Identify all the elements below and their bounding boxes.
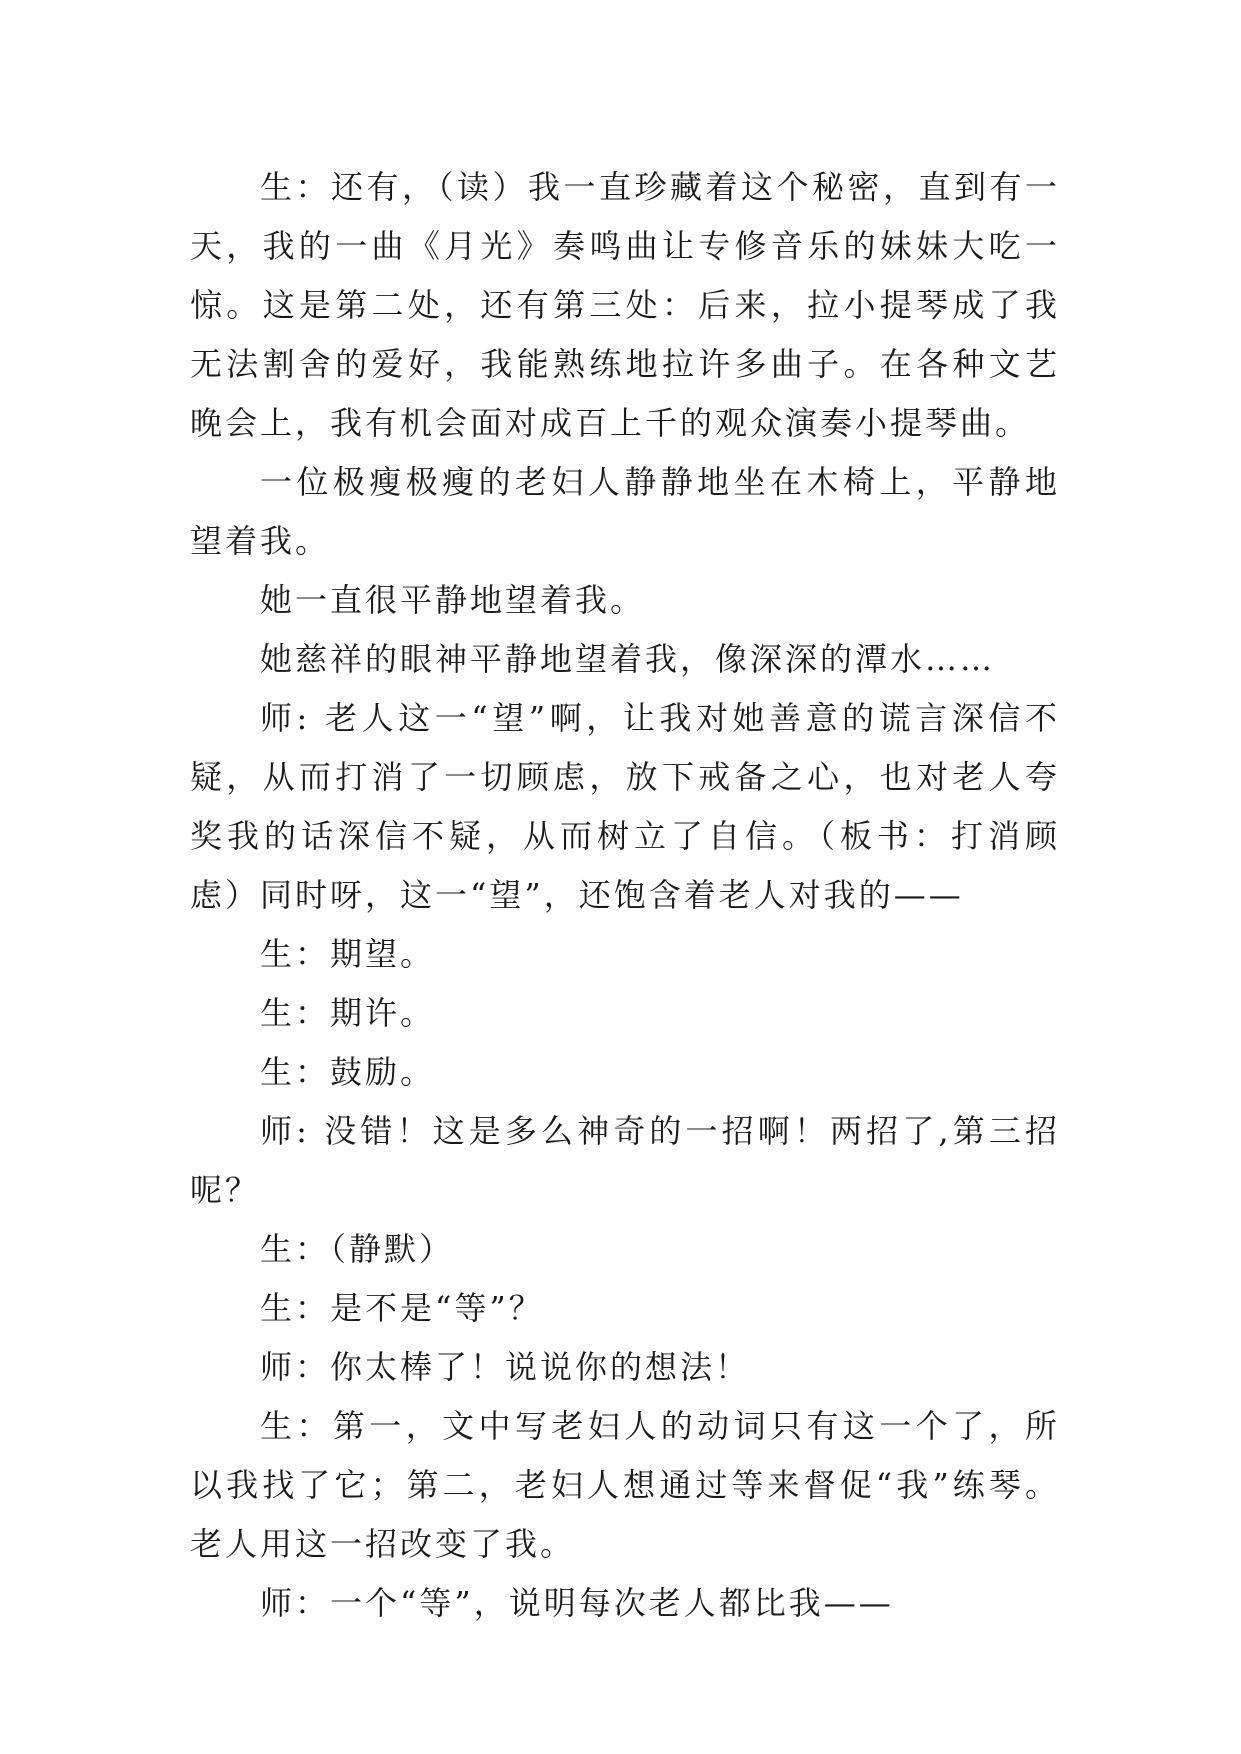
paragraph-student-reasoning: 生：第一，文中写老妇人的动词只有这一个了，所以我找了它；第二，老妇人想通过等来督促“我”练琴。老人用这一招改变了我。 (190, 1407, 1060, 1563)
paragraph-old-woman-sitting: 一位极瘦极瘦的老妇人静静地坐在木椅上，平静地望着我。 (190, 463, 1060, 560)
paragraph-teacher-third-move: 师: 没错！这是多么神奇的一招啊！两招了,第三招呢？ (190, 1112, 1060, 1209)
paragraph-student-guess-wait: 生：是不是“等”？ (260, 1289, 544, 1327)
paragraph-calm-gaze: 她一直很平静地望着我。 (260, 581, 646, 619)
paragraph-student-answer-hope: 生：期许。 (260, 994, 436, 1032)
document-body (190, 158, 1060, 1633)
paragraph-student-answer-expectation: 生：期望。 (260, 935, 436, 973)
paragraph-teacher-praise: 师：你太棒了！说说你的想法！ (260, 1348, 751, 1386)
paragraph-teacher-gaze-explanation: 师: 老人这一“望”啊，让我对她善意的谎言深信不疑，从而打消了一切顾虑，放下戒备之心，也对老人夸奖我的话深信不疑，从而树立了自信。（板书：打消顾虑）同时呀，这一“望”，还饱含着老人对我的—— (190, 699, 1060, 914)
paragraph-teacher-wait-meaning: 师：一个“等”，说明每次老人都比我—— (260, 1584, 894, 1622)
paragraph-student-answer-encouragement: 生：鼓励。 (260, 1053, 436, 1091)
paragraph-student-silence: 生：（静默） (260, 1230, 455, 1268)
paragraph-kind-eyes: 她慈祥的眼神平静地望着我，像深深的潭水…… (260, 640, 996, 678)
paragraph-student-reads-secret: 生：还有，（读）我一直珍藏着这个秘密，直到有一天，我的一曲《月光》奏鸣曲让专修音乐的妹妹大吃一惊。这是第二处，还有第三处：后来，拉小提琴成了我无法割舍的爱好，我能熟练地拉许多曲子。在各种文艺晚会上，我有机会面对成百上千的观众演奏小提琴曲。 (190, 168, 1060, 442)
